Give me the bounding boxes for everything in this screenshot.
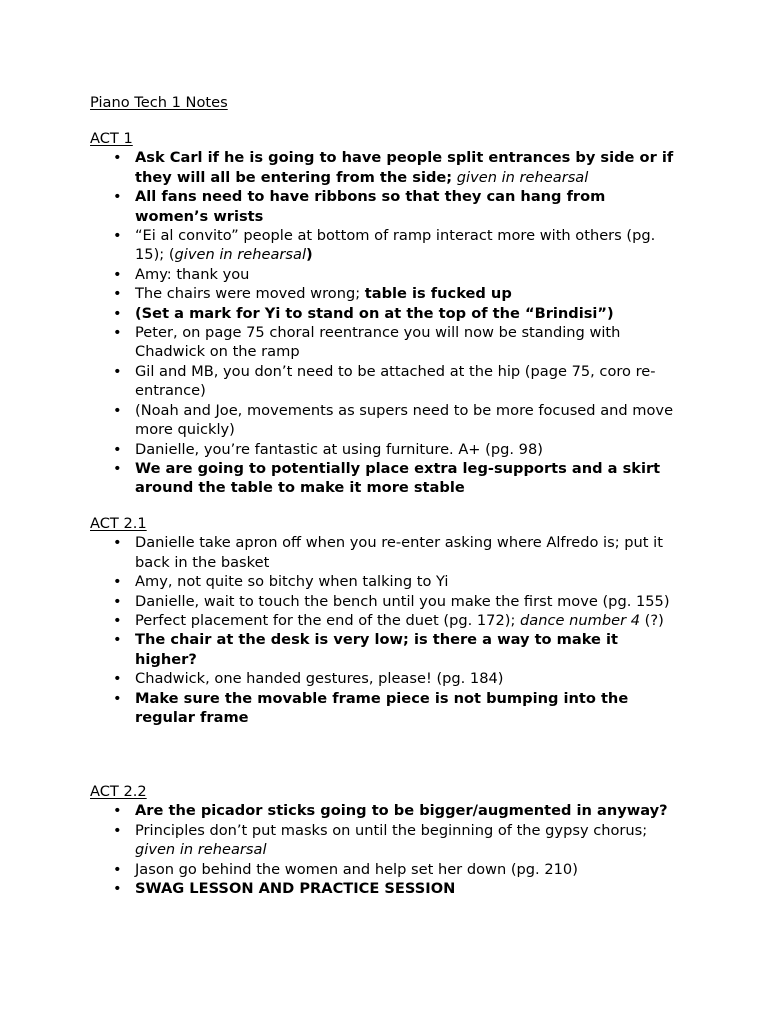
- note-text: Danielle, you’re fantastic at using furniture. A+ (pg. 98): [135, 440, 543, 458]
- note-text: given in rehearsal: [135, 841, 267, 859]
- note-text: (Set a mark for Yi to stand on at the top of the “Brindisi”): [135, 304, 614, 322]
- note-text: given in rehearsal: [174, 246, 307, 264]
- note-item: [90, 572, 680, 591]
- note-text: “Ei al convito” people at bottom of ramp interact more with others (pg. 15); (: [135, 227, 656, 264]
- note-text: Are the picador sticks going to be bigger/augmented in anyway?: [135, 802, 668, 820]
- section-act-2-2: [90, 782, 690, 898]
- section-heading: ACT 2.2: [90, 783, 147, 800]
- note-text: Jason go behind the women and help set her down (pg. 210): [135, 860, 578, 878]
- note-item: [90, 440, 680, 459]
- note-item: [90, 592, 680, 611]
- note-item: [90, 669, 680, 688]
- note-item: [90, 187, 680, 226]
- note-item: [90, 879, 680, 898]
- note-item: [90, 801, 680, 820]
- note-text: Peter, on page 75 choral reentrance you will now be standing with Chadwick on the ramp: [135, 324, 621, 361]
- note-text: SWAG LESSON AND PRACTICE SESSION: [135, 880, 456, 898]
- note-item: [90, 226, 680, 265]
- note-item: [90, 860, 680, 879]
- note-text: The chairs were moved wrong;: [135, 285, 365, 303]
- note-text: Amy: thank you: [135, 265, 250, 283]
- note-text: (?): [640, 612, 664, 630]
- note-list: [90, 148, 690, 497]
- note-text: ): [306, 246, 313, 264]
- section-heading: ACT 1: [90, 130, 133, 147]
- note-text: table is fucked up: [364, 285, 512, 303]
- section-act-1: [90, 129, 690, 498]
- note-item: [90, 401, 680, 440]
- note-item: [90, 689, 680, 728]
- note-item: [90, 821, 680, 860]
- note-list: [90, 801, 690, 898]
- note-item: [90, 362, 680, 401]
- note-list: [90, 533, 690, 727]
- note-text: We are going to potentially place extra leg-supports and a skirt around the table to make it more stable: [135, 459, 661, 497]
- section-act-2-1: [90, 514, 690, 727]
- note-text: Perfect placement for the end of the duet (pg. 172);: [135, 612, 521, 630]
- note-text: Ask Carl if he is going to have people split entrances by side or if they will all be entering from the side;: [135, 149, 674, 186]
- note-text: dance number 4: [520, 612, 640, 630]
- note-item: [90, 611, 680, 630]
- note-text: Danielle take apron off when you re-enter asking where Alfredo is; put it back in the basket: [135, 534, 663, 571]
- note-text: Danielle, wait to touch the bench until you make the first move (pg. 155): [135, 592, 670, 610]
- document-title: Piano Tech 1 Notes: [90, 94, 228, 111]
- note-text: given in rehearsal: [452, 168, 589, 186]
- note-item: [90, 459, 680, 498]
- note-item: [90, 533, 680, 572]
- note-item: [90, 630, 680, 669]
- note-item: [90, 148, 680, 187]
- note-item: [90, 284, 680, 303]
- note-text: Chadwick, one handed gestures, please! (pg. 184): [135, 670, 504, 688]
- section-heading: ACT 2.1: [90, 515, 147, 532]
- note-item: [90, 304, 680, 323]
- note-text: (Noah and Joe, movements as supers need to be more focused and move more quickly): [135, 401, 674, 439]
- note-item: [90, 323, 680, 362]
- note-text: The chair at the desk is very low; is there a way to make it higher?: [135, 631, 618, 668]
- note-text: Gil and MB, you don’t need to be attached at the hip (page 75, coro re-entrance): [135, 362, 656, 400]
- note-text: Make sure the movable frame piece is not bumping into the regular frame: [135, 689, 629, 727]
- note-item: [90, 265, 680, 284]
- note-text: Principles don’t put masks on until the beginning of the gypsy chorus;: [135, 821, 648, 839]
- note-text: All fans need to have ribbons so that they can hang from women’s wrists: [135, 188, 606, 225]
- note-text: Amy, not quite so bitchy when talking to Yi: [135, 573, 449, 591]
